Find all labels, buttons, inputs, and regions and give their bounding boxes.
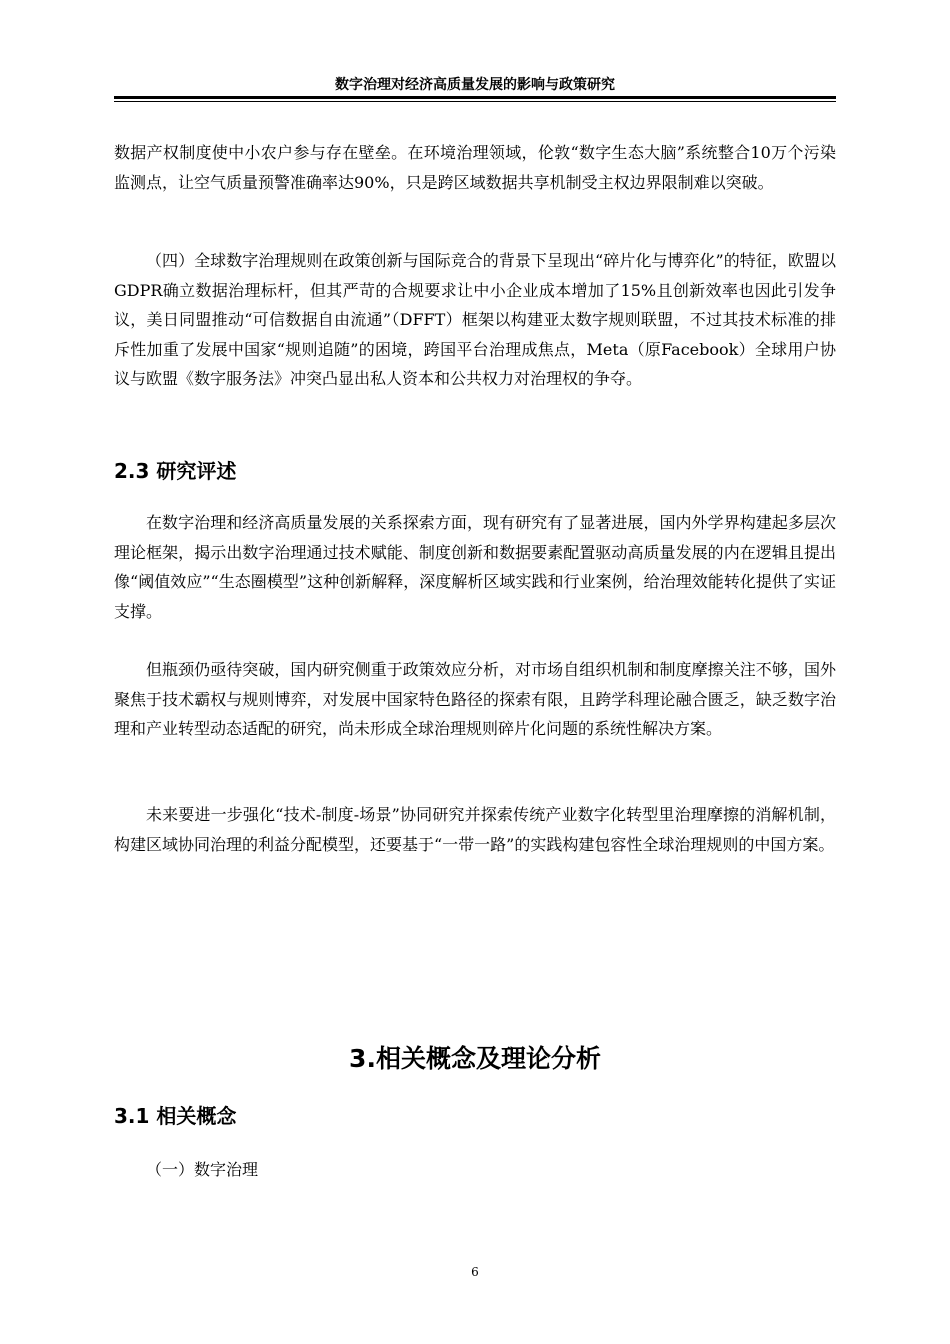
page-number: 6 bbox=[471, 1265, 479, 1279]
body-paragraph-global-rules: （四）全球数字治理规则在政策创新与国际竞合的背景下呈现出“碎片化与博弈化”的特征，欧盟以GDPR确立数据治理标杆，但其严苛的合规要求让中小企业成本增加了15%且创新效率也因此引发争议，美日同盟推动“可信数据自由流通”（DFFT）框架以构建亚太数字规则联盟，不过其技术标准的排斥性加重了发展中国家“规则追随”的困境，跨国平台治理成焦点，Meta（原Facebook）全球用户协议与欧盟《数字服务法》冲突凸显出私人资本和公共权力对治理权的争夺。 bbox=[114, 251, 836, 388]
sub-item-digital-governance: （一）数字治理 bbox=[146, 1160, 259, 1179]
body-paragraph-continued: 数据产权制度使中小农户参与存在壁垒。在环境治理领域，伦敦“数字生态大脑”系统整合10万个污染监测点，让空气质量预警准确率达90%，只是跨区域数据共享机制受主权边界限制难以突破。 bbox=[114, 143, 836, 192]
body-paragraph-review-bottleneck: 但瓶颈仍亟待突破，国内研究侧重于政策效应分析，对市场自组织机制和制度摩擦关注不够，国外聚焦于技术霸权与规则博弈，对发展中国家特色路径的探索有限，且跨学科理论融合匮乏，缺乏数字治理和产业转型动态适配的研究，尚未形成全球治理规则碎片化问题的系统性解决方案。 bbox=[114, 660, 836, 738]
running-header: 数字治理对经济高质量发展的影响与政策研究 bbox=[335, 77, 615, 93]
header-rule-thick bbox=[114, 96, 836, 99]
chapter-heading-3: 3.相关概念及理论分析 bbox=[349, 1044, 601, 1073]
body-paragraph-review-progress: 在数字治理和经济高质量发展的关系探索方面，现有研究有了显著进展，国内外学界构建起多层次理论框架，揭示出数字治理通过技术赋能、制度创新和数据要素配置驱动高质量发展的内在逻辑且提出像“阈值效应”“生态圈模型”这种创新解释，深度解析区域实践和行业案例，给治理效能转化提供了实证支撑。 bbox=[114, 513, 836, 621]
header-rule-thin bbox=[114, 101, 836, 102]
section-heading-3-1: 3.1 相关概念 bbox=[114, 1104, 237, 1128]
section-heading-2-3: 2.3 研究评述 bbox=[114, 459, 237, 483]
body-paragraph-review-future: 未来要进一步强化“技术-制度-场景”协同研究并探索传统产业数字化转型里治理摩擦的消解机制，构建区域协同治理的利益分配模型，还要基于“一带一路”的实践构建包容性全球治理规则的中国方案。 bbox=[114, 805, 836, 854]
